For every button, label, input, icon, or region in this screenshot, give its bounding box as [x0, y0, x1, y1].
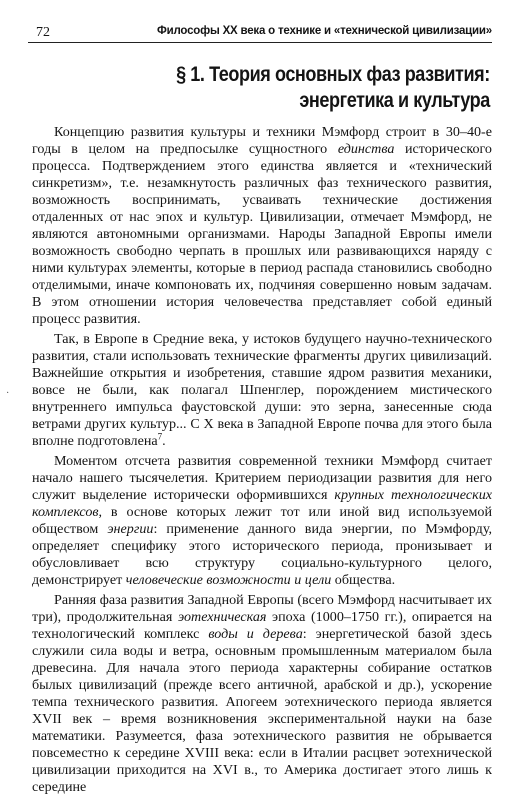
emphasis: энергии [107, 521, 154, 537]
text-run: Моментом отсчета развития современной техники Мэмфорд считает начало нашего тысячелетия. Критерием периодизации развития для него служит выделение исторически оформившихся [32, 453, 492, 503]
emphasis: единства [337, 141, 395, 157]
paragraph-1 [32, 124, 492, 328]
footnote-ref: 7 [157, 431, 163, 442]
body-text [32, 124, 492, 796]
text-run: Так, в Европе в Средние века, у истоков будущего научно-технического развития, стали использовать технические фрагменты других цивилизаций. Важнейшие открытия и изобретения, ставшие ядром развития механики, вовсе не были, как полагал Шпенглер, порождением мистического внутреннего импульса фаустовской души: это зерна, занесенные сюда ветрами других культур... С X века в Западной Европе почва для этого была вполне подготовлена [32, 331, 492, 449]
text-run: : энергетической базой здесь служили сила воды и ветра, основным промышленным материалом была древесина. Для начала этого периода характерны собирание остатков былых цивилизаций (прежде всего античной, арабской и др.), ускорение темпа технического развития. Апогеем эотехнического периода является XVII век – время возникновения экспериментальной науки на базе математики. Разумеется, фаза эотехнического развития не обрывается повсеместно к середине XVIII века: если в Италии расцвет эотехнической цивилизации приходится на XVI в., то Америка достигает этого лишь к середине [32, 626, 492, 795]
page-header [28, 20, 492, 43]
running-head: Философы XX века о технике и «технической цивилизации» [156, 25, 492, 37]
section-title [176, 62, 490, 114]
paragraph-4 [32, 592, 492, 796]
margin-mark: · [6, 388, 10, 399]
section-title-line-2: энергетика и культура [299, 89, 490, 112]
emphasis: воды и дерева [208, 626, 303, 642]
emphasis: крупных технологических комплексов [32, 487, 493, 520]
text-run: эпоха (1000–1750 гг.), опирается на технологический комплекс [32, 609, 492, 642]
text-run: , в основе которых лежит тот или иной вид используемой обществом [32, 504, 492, 537]
text-run: общества. [331, 572, 396, 588]
text-run: . [162, 433, 166, 449]
section-title-line-1: § 1. Теория основных фаз развития: [176, 63, 490, 86]
page-number: 72 [36, 25, 50, 40]
emphasis: эотехническая [177, 609, 267, 625]
text-run: : применение данного вида энергии, по Мэмфорду, определяет специфику этого исторического периода, пронизывает и обусловливает всю структуру социально-культурного целого, демонстрирует [32, 521, 492, 588]
paragraph-3 [32, 453, 492, 589]
paragraph-2 [32, 331, 492, 450]
emphasis: человеческие возможности и цели [125, 572, 332, 588]
text-run: исторического процесса. Подтверждением этого единства является и «технический синкретизм», т.е. незамкнутость различных фаз технического развития, возможность воспринимать, усваивать технические достижения отдаленных от нас эпох и культур. Цивилизации, отмечает Мэмфорд, не являются автономными организмами. Народы Западной Европы имели возможность свободно черпать в прошлых или развивающихся наряду с ними культурах элементы, которые в период распада становились свободно отделимыми, иначе компоновать их, подчиняя совершенно новым задачам. В этом отношении история человечества представляет собой единый процесс развития. [32, 141, 492, 327]
text-run: Ранняя фаза развития Западной Европы (всего Мэмфорд насчитывает их три), продолжительная [32, 592, 492, 625]
text-run: Концепцию развития культуры и техники Мэмфорд строит в 30–40-е годы в целом на предпосылке сущностного [32, 124, 492, 157]
